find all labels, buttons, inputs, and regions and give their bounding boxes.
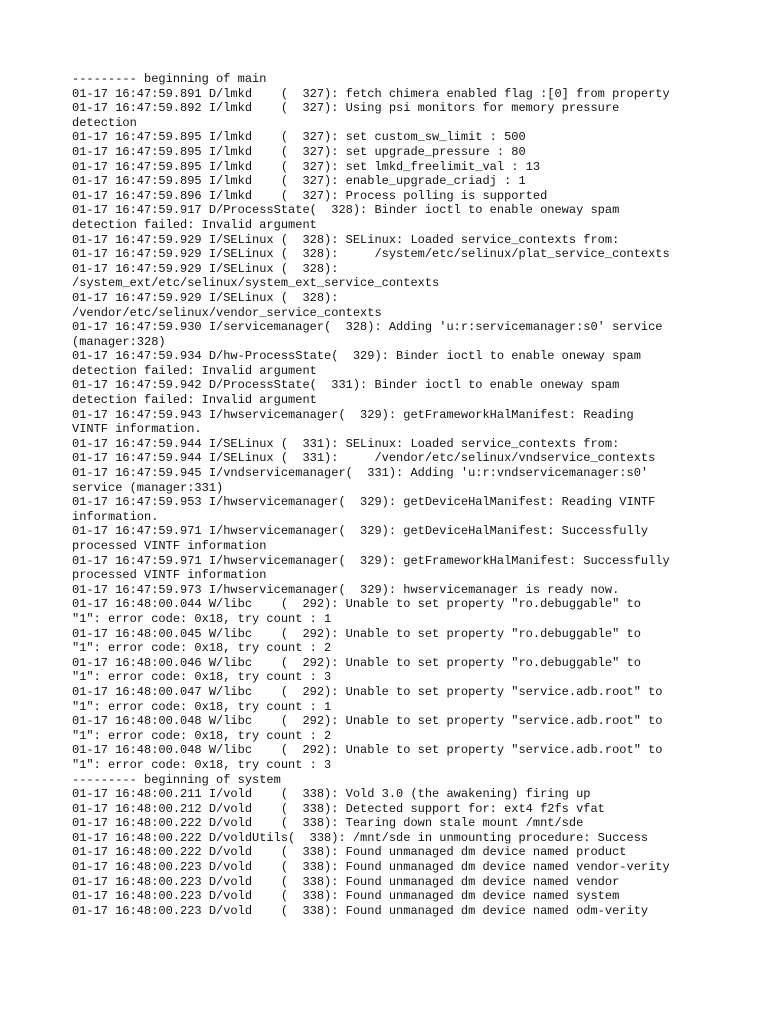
log-line: 01-17 16:47:59.945 I/vndservicemanager( 331): Adding 'u:r:vndservicemanager:s0' — [72, 466, 649, 481]
log-line: 01-17 16:47:59.973 I/hwservicemanager( 329): hwservicemanager is ready now. — [72, 582, 620, 597]
log-line: 01-17 16:47:59.943 I/hwservicemanager( 329): getFrameworkHalManifest: Reading — [72, 407, 634, 422]
log-line: service (manager:331) — [72, 480, 224, 495]
log-line: 01-17 16:47:59.929 I/SELinux ( 328): /system/etc/selinux/plat_service_contexts — [72, 247, 670, 262]
log-line: 01-17 16:47:59.971 I/hwservicemanager( 329): getFrameworkHalManifest: Successfully — [72, 553, 670, 568]
log-line: information. — [72, 509, 159, 524]
log-line: 01-17 16:47:59.895 I/lmkd ( 327): set upgrade_pressure : 80 — [72, 144, 526, 159]
log-line: 01-17 16:47:59.929 I/SELinux ( 328): SELinux: Loaded service_contexts from: — [72, 232, 620, 247]
log-line: detection — [72, 115, 137, 130]
log-line: /vendor/etc/selinux/vendor_service_contexts — [72, 305, 382, 320]
log-line: 01-17 16:48:00.044 W/libc ( 292): Unable to set property "ro.debuggable" to — [72, 597, 641, 612]
log-line: 01-17 16:48:00.048 W/libc ( 292): Unable to set property "service.adb.root" to — [72, 714, 663, 729]
log-line: 01-17 16:47:59.895 I/lmkd ( 327): enable_upgrade_criadj : 1 — [72, 174, 526, 189]
log-line: 01-17 16:48:00.211 I/vold ( 338): Vold 3.0 (the awakening) firing up — [72, 787, 591, 802]
log-line: /system_ext/etc/selinux/system_ext_service_contexts — [72, 276, 440, 291]
log-line: 01-17 16:47:59.944 I/SELinux ( 331): SELinux: Loaded service_contexts from: — [72, 436, 620, 451]
log-line: 01-17 16:47:59.971 I/hwservicemanager( 329): getDeviceHalManifest: Successfully — [72, 524, 649, 539]
log-line: "1": error code: 0x18, try count : 2 — [72, 728, 332, 743]
log-line: 01-17 16:48:00.222 D/vold ( 338): Found unmanaged dm device named product — [72, 845, 627, 860]
log-line: (manager:328) — [72, 334, 166, 349]
log-line: detection failed: Invalid argument — [72, 393, 317, 408]
log-line: 01-17 16:47:59.917 D/ProcessState( 328): Binder ioctl to enable oneway spam — [72, 203, 620, 218]
log-line: 01-17 16:48:00.045 W/libc ( 292): Unable to set property "ro.debuggable" to — [72, 626, 641, 641]
log-line: detection failed: Invalid argument — [72, 363, 317, 378]
log-line: 01-17 16:48:00.046 W/libc ( 292): Unable to set property "ro.debuggable" to — [72, 655, 641, 670]
log-line: --------- beginning of system — [72, 772, 281, 787]
log-line: 01-17 16:47:59.953 I/hwservicemanager( 329): getDeviceHalManifest: Reading VINTF — [72, 495, 656, 510]
log-line: 01-17 16:48:00.212 D/vold ( 338): Detected support for: ext4 f2fs vfat — [72, 801, 605, 816]
log-line: 01-17 16:47:59.934 D/hw-ProcessState( 329): Binder ioctl to enable oneway spam — [72, 349, 641, 364]
log-line: "1": error code: 0x18, try count : 1 — [72, 611, 332, 626]
log-line: 01-17 16:47:59.895 I/lmkd ( 327): set lmkd_freelimit_val : 13 — [72, 159, 541, 174]
log-line: 01-17 16:47:59.929 I/SELinux ( 328): — [72, 261, 339, 276]
log-line: 01-17 16:48:00.223 D/vold ( 338): Found unmanaged dm device named system — [72, 889, 620, 904]
log-line: 01-17 16:47:59.942 D/ProcessState( 331): Binder ioctl to enable oneway spam — [72, 378, 620, 393]
log-line: 01-17 16:48:00.223 D/vold ( 338): Found unmanaged dm device named vendor — [72, 874, 620, 889]
log-line: detection failed: Invalid argument — [72, 217, 317, 232]
log-line: processed VINTF information — [72, 568, 267, 583]
log-line: --------- beginning of main — [72, 72, 267, 86]
log-line: 01-17 16:48:00.223 D/vold ( 338): Found unmanaged dm device named vendor-verity — [72, 860, 670, 875]
log-line: 01-17 16:48:00.223 D/vold ( 338): Found unmanaged dm device named odm-verity — [72, 903, 649, 918]
log-line: 01-17 16:47:59.896 I/lmkd ( 327): Process polling is supported — [72, 188, 548, 203]
log-line: 01-17 16:48:00.047 W/libc ( 292): Unable to set property "service.adb.root" to — [72, 684, 663, 699]
log-line: VINTF information. — [72, 422, 202, 437]
log-line: 01-17 16:47:59.930 I/servicemanager( 328): Adding 'u:r:servicemanager:s0' service — [72, 320, 663, 335]
log-line: "1": error code: 0x18, try count : 3 — [72, 670, 332, 685]
log-line: 01-17 16:47:59.892 I/lmkd ( 327): Using psi monitors for memory pressure — [72, 101, 620, 116]
log-line: processed VINTF information — [72, 539, 267, 553]
log-line: 01-17 16:47:59.891 D/lmkd ( 327): fetch chimera enabled flag :[0] from property — [72, 86, 670, 101]
log-line: 01-17 16:47:59.944 I/SELinux ( 331): /vendor/etc/selinux/vndservice_contexts — [72, 451, 656, 466]
log-line: 01-17 16:48:00.222 D/vold ( 338): Tearing down stale mount /mnt/sde — [72, 816, 584, 831]
log-line: 01-17 16:48:00.048 W/libc ( 292): Unable to set property "service.adb.root" to — [72, 743, 663, 758]
log-line: "1": error code: 0x18, try count : 3 — [72, 757, 332, 772]
log-line: 01-17 16:48:00.222 D/voldUtils( 338): /mnt/sde in unmounting procedure: Success — [72, 830, 649, 845]
log-line: "1": error code: 0x18, try count : 1 — [72, 699, 332, 714]
log-line: 01-17 16:47:59.895 I/lmkd ( 327): set custom_sw_limit : 500 — [72, 130, 526, 145]
log-line: 01-17 16:47:59.929 I/SELinux ( 328): — [72, 290, 339, 305]
log-line: "1": error code: 0x18, try count : 2 — [72, 641, 332, 656]
log-page — [72, 72, 712, 918]
